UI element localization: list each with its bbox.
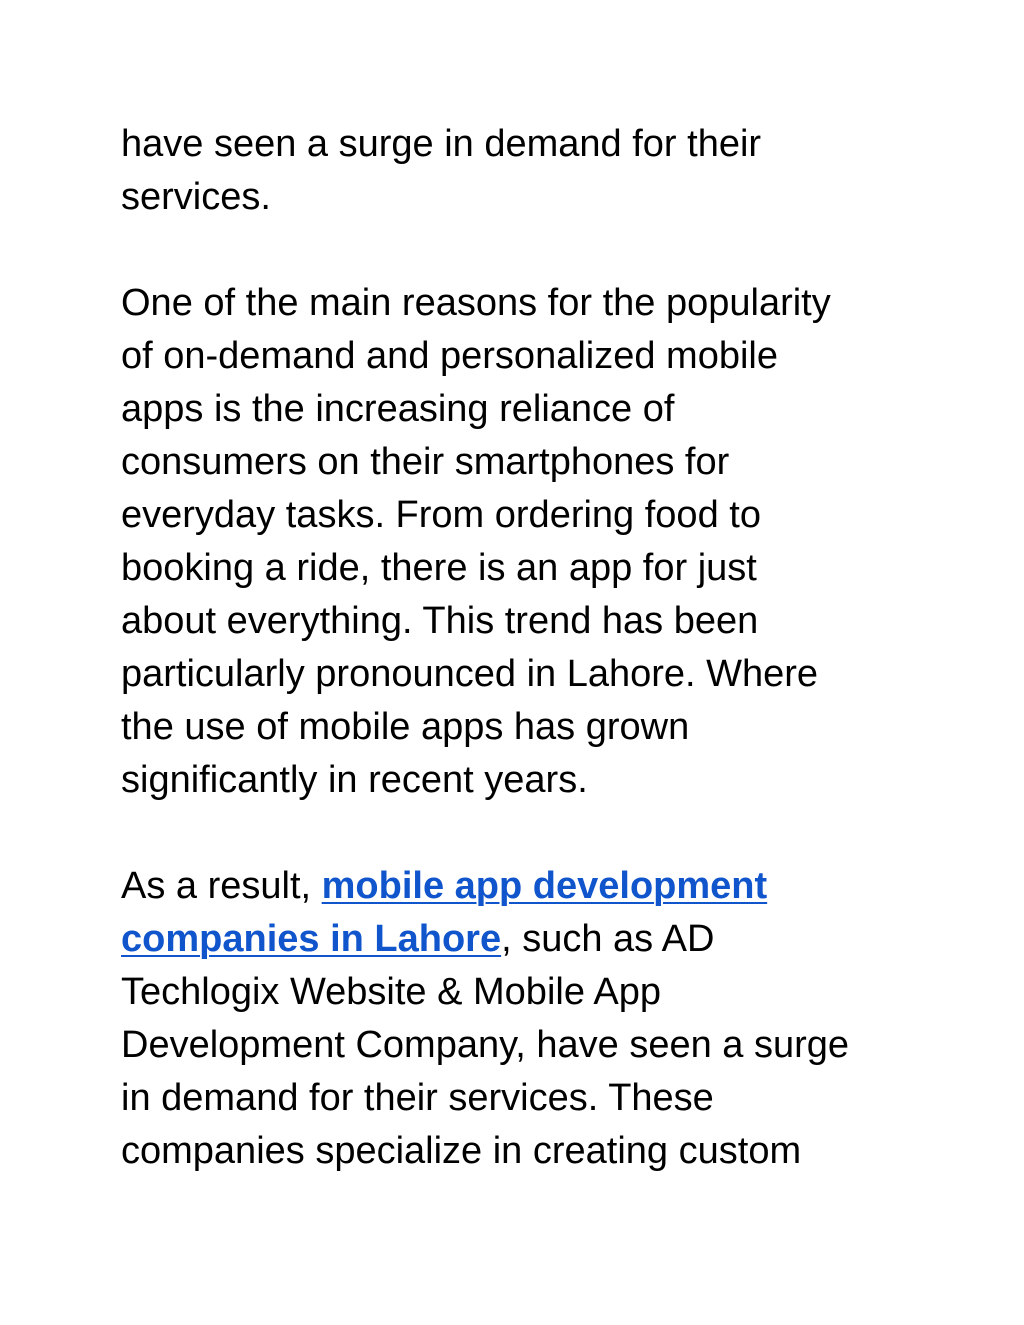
text-line: companies specialize in creating custom <box>121 1130 802 1172</box>
document-page <box>121 118 911 1231</box>
text-line: apps is the increasing reliance of <box>121 388 675 430</box>
text-line: have seen a surge in demand for their <box>121 123 762 165</box>
text-line <box>121 913 911 966</box>
companies-in-lahore-link[interactable]: companies in Lahore <box>121 918 502 960</box>
text-line: One of the main reasons for the popularity <box>121 282 831 324</box>
mobile-app-development-link[interactable]: mobile app development <box>321 865 768 907</box>
text-segment: , such as AD <box>501 918 715 960</box>
text-line: the use of mobile apps has grown <box>121 706 690 748</box>
paragraph-development-companies <box>121 860 911 1178</box>
text-line: particularly pronounced in Lahore. Where <box>121 653 819 695</box>
text-line: about everything. This trend has been <box>121 600 759 642</box>
text-line: in demand for their services. These <box>121 1077 714 1119</box>
text-segment: As a result, <box>121 865 322 907</box>
paragraph-popularity-reasons <box>121 277 911 807</box>
paragraph-surge-continuation <box>121 118 911 224</box>
text-line: booking a ride, there is an app for just <box>121 547 757 589</box>
text-line: everyday tasks. From ordering food to <box>121 494 761 536</box>
text-line: Development Company, have seen a surge <box>121 1024 850 1066</box>
text-line: of on-demand and personalized mobile <box>121 335 778 377</box>
text-line: consumers on their smartphones for <box>121 441 730 483</box>
text-line: significantly in recent years. <box>121 759 588 801</box>
text-line <box>121 860 911 913</box>
text-line: Techlogix Website & Mobile App <box>121 971 662 1013</box>
text-line: services. <box>121 176 271 218</box>
